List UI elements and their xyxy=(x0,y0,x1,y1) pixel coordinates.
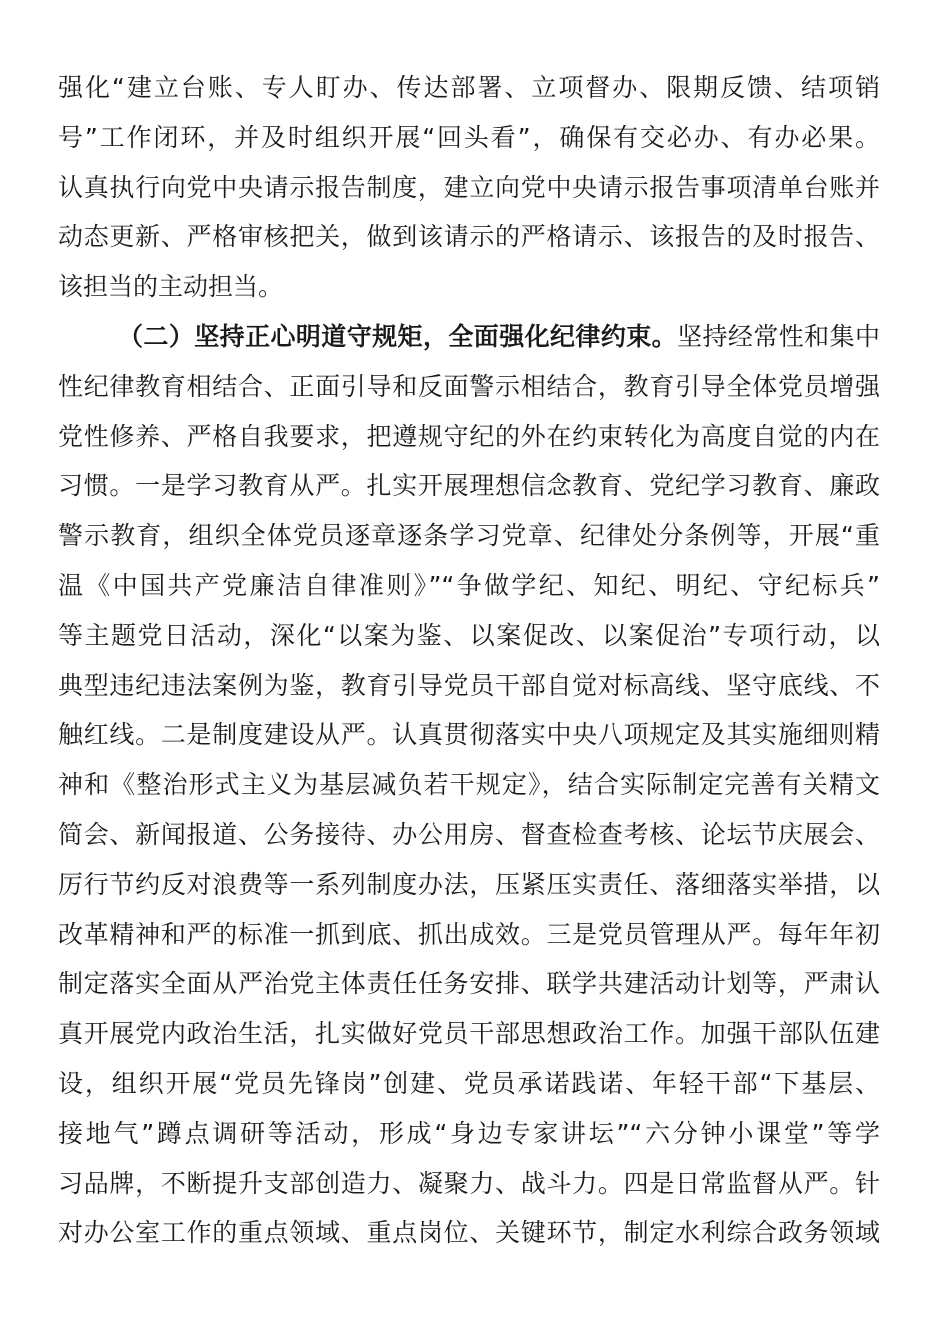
text-line xyxy=(58,917,880,967)
text-line xyxy=(58,966,880,1016)
line-text: 温《中国共产党廉洁自律准则》”“争做学纪、知纪、明纪、守纪标兵” xyxy=(58,570,880,600)
line-text: 神和《整治形式主义为基层减负若干规定》，结合实际制定完善有关精文 xyxy=(58,770,880,800)
text-line xyxy=(58,568,880,618)
line-text: 改革精神和严的标准一抓到底、抓出成效。三是党员管理从严。每年年初 xyxy=(58,919,880,949)
line-text: 触红线。二是制度建设从严。认真贯彻落实中央八项规定及其实施细则精 xyxy=(58,720,880,750)
line-text: 习惯。一是学习教育从严。扎实开展理想信念教育、党纪学习教育、廉政 xyxy=(58,471,880,501)
text-line xyxy=(58,1166,880,1216)
line-text: 认真执行向党中央请示报告制度，建立向党中央请示报告事项清单台账并 xyxy=(58,172,880,202)
line-text: 简会、新闻报道、公务接待、办公用房、督查检查考核、论坛节庆展会、 xyxy=(58,819,880,849)
text-line xyxy=(58,468,880,518)
line-text: 接地气”蹲点调研等活动，形成“身边专家讲坛”“六分钟小课堂”等学 xyxy=(58,1118,880,1148)
line-text: 真开展党内政治生活，扎实做好党员干部思想政治工作。加强干部队伍建 xyxy=(58,1019,880,1049)
line-text: 习品牌，不断提升支部创造力、凝聚力、战斗力。四是日常监督从严。针 xyxy=(58,1168,880,1198)
section-heading-line xyxy=(58,319,880,369)
section-lead-text: 坚持经常性和集中 xyxy=(677,321,880,351)
line-text: 制定落实全面从严治党主体责任任务安排、联学共建活动计划等，严肃认 xyxy=(58,969,880,999)
text-line xyxy=(58,817,880,867)
line-text: 动态更新、严格审核把关，做到该请示的严格请示、该报告的及时报告、 xyxy=(58,222,880,252)
line-text: 号”工作闭环，并及时组织开展“回头看”，确保有交必办、有办必果。 xyxy=(58,122,880,152)
line-text: 典型违纪违法案例为鉴，教育引导党员干部自觉对标高线、坚守底线、不 xyxy=(58,670,880,700)
text-line xyxy=(58,668,880,718)
text-line xyxy=(58,1116,880,1166)
text-line xyxy=(58,1215,880,1265)
line-text: 该担当的主动担当。 xyxy=(58,272,284,302)
text-line xyxy=(58,767,880,817)
line-text: 等主题党日活动，深化“以案为鉴、以案促改、以案促治”专项行动，以 xyxy=(58,620,880,650)
text-line xyxy=(58,1066,880,1116)
section-heading: （二）坚持正心明道守规矩，全面强化纪律约束。 xyxy=(118,321,678,351)
text-line xyxy=(58,419,880,469)
text-line xyxy=(58,70,880,120)
text-line xyxy=(58,618,880,668)
document-body xyxy=(58,70,880,1265)
line-text: 对办公室工作的重点领域、重点岗位、关键环节，制定水利综合政务领域 xyxy=(58,1218,880,1248)
text-line xyxy=(58,219,880,269)
line-text: 厉行节约反对浪费等一系列制度办法，压紧压实责任、落细落实举措，以 xyxy=(58,869,880,899)
section-heading-line-text xyxy=(58,319,880,369)
line-text: 警示教育，组织全体党员逐章逐条学习党章、纪律处分条例等，开展“重 xyxy=(58,521,880,551)
text-line xyxy=(58,1016,880,1066)
text-line xyxy=(58,120,880,170)
line-text: 强化“建立台账、专人盯办、传达部署、立项督办、限期反馈、结项销 xyxy=(58,73,880,102)
line-text: 设，组织开展“党员先锋岗”创建、党员承诺践诺、年轻干部“下基层、 xyxy=(58,1068,880,1098)
line-text: 性纪律教育相结合、正面引导和反面警示相结合，教育引导全体党员增强 xyxy=(58,371,880,401)
text-line xyxy=(58,269,880,319)
text-line xyxy=(58,369,880,419)
text-line xyxy=(58,518,880,568)
text-line xyxy=(58,717,880,767)
text-line xyxy=(58,170,880,220)
text-line xyxy=(58,867,880,917)
line-text: 党性修养、严格自我要求，把遵规守纪的外在约束转化为高度自觉的内在 xyxy=(58,421,880,451)
